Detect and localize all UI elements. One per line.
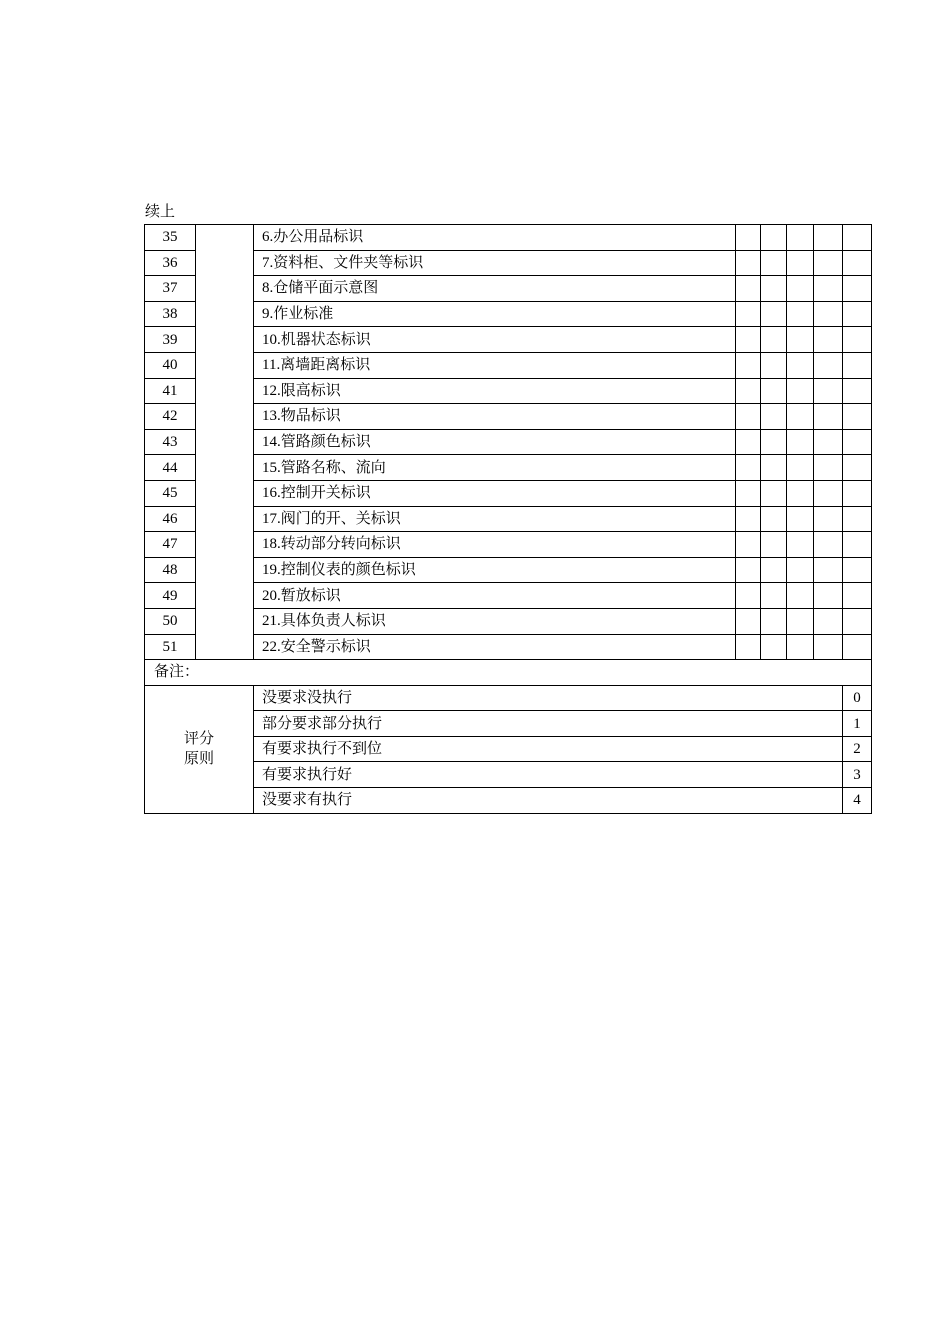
score-cell xyxy=(761,634,787,660)
row-number: 38 xyxy=(145,301,196,327)
score-cell xyxy=(761,225,787,251)
score-cell xyxy=(814,506,843,532)
score-cell xyxy=(787,480,814,506)
item-label: 7.资料柜、文件夹等标识 xyxy=(254,250,736,276)
table-row xyxy=(145,455,872,481)
item-label: 13.物品标识 xyxy=(254,404,736,430)
scoring-description: 部分要求部分执行 xyxy=(254,711,843,737)
score-cell xyxy=(787,608,814,634)
score-cell xyxy=(814,301,843,327)
score-cell xyxy=(761,583,787,609)
score-cell xyxy=(761,455,787,481)
table-row xyxy=(145,327,872,353)
item-label: 14.管路颜色标识 xyxy=(254,429,736,455)
scoring-value: 4 xyxy=(843,788,872,814)
table-row xyxy=(145,480,872,506)
row-number: 37 xyxy=(145,276,196,302)
footer-rows xyxy=(145,660,872,814)
table-row xyxy=(145,378,872,404)
scoring-description: 有要求执行不到位 xyxy=(254,736,843,762)
scoring-row xyxy=(145,736,872,762)
score-cell xyxy=(814,455,843,481)
table-row xyxy=(145,532,872,558)
scoring-value: 0 xyxy=(843,685,872,711)
inspection-table xyxy=(144,224,872,814)
score-cell xyxy=(761,378,787,404)
item-label: 17.阀门的开、关标识 xyxy=(254,506,736,532)
score-cell xyxy=(736,583,761,609)
table-row xyxy=(145,352,872,378)
scoring-value: 2 xyxy=(843,736,872,762)
table-row xyxy=(145,506,872,532)
score-cell xyxy=(814,557,843,583)
item-label: 22.安全警示标识 xyxy=(254,634,736,660)
table-row xyxy=(145,301,872,327)
score-cell xyxy=(787,429,814,455)
score-cell xyxy=(814,608,843,634)
score-cell xyxy=(814,634,843,660)
score-cell xyxy=(843,608,872,634)
scoring-value: 1 xyxy=(843,711,872,737)
item-label: 9.作业标准 xyxy=(254,301,736,327)
score-cell xyxy=(843,506,872,532)
item-label: 6.办公用品标识 xyxy=(254,225,736,251)
row-number: 42 xyxy=(145,404,196,430)
score-cell xyxy=(814,352,843,378)
score-cell xyxy=(736,327,761,353)
item-label: 16.控制开关标识 xyxy=(254,480,736,506)
score-cell xyxy=(843,480,872,506)
score-cell xyxy=(787,301,814,327)
score-cell xyxy=(761,327,787,353)
row-number: 51 xyxy=(145,634,196,660)
score-cell xyxy=(814,276,843,302)
item-label: 11.离墙距离标识 xyxy=(254,352,736,378)
score-cell xyxy=(787,352,814,378)
score-cell xyxy=(843,276,872,302)
scoring-description: 没要求有执行 xyxy=(254,788,843,814)
score-cell xyxy=(787,532,814,558)
score-cell xyxy=(814,378,843,404)
row-number: 43 xyxy=(145,429,196,455)
score-cell xyxy=(843,583,872,609)
score-cell xyxy=(736,532,761,558)
principle-line-2: 原则 xyxy=(183,751,214,768)
score-cell xyxy=(787,634,814,660)
row-number: 46 xyxy=(145,506,196,532)
score-cell xyxy=(736,404,761,430)
row-number: 48 xyxy=(145,557,196,583)
scoring-description: 有要求执行好 xyxy=(254,762,843,788)
score-cell xyxy=(736,276,761,302)
principle-line-1: 评分 xyxy=(183,731,214,748)
score-cell xyxy=(787,378,814,404)
score-cell xyxy=(843,327,872,353)
score-cell xyxy=(787,583,814,609)
score-cell xyxy=(761,429,787,455)
score-cell xyxy=(787,225,814,251)
score-cell xyxy=(736,608,761,634)
row-number: 39 xyxy=(145,327,196,353)
score-cell xyxy=(736,352,761,378)
item-label: 8.仓储平面示意图 xyxy=(254,276,736,302)
score-cell xyxy=(761,301,787,327)
score-cell xyxy=(787,455,814,481)
scoring-value: 3 xyxy=(843,762,872,788)
score-cell xyxy=(843,429,872,455)
score-cell xyxy=(843,557,872,583)
score-cell xyxy=(843,301,872,327)
note-label: 备注： xyxy=(145,660,872,686)
table-row xyxy=(145,225,872,251)
continuation-caption: 续上 xyxy=(145,204,176,220)
score-cell xyxy=(761,250,787,276)
score-cell xyxy=(787,404,814,430)
score-cell xyxy=(761,532,787,558)
table-row xyxy=(145,404,872,430)
score-cell xyxy=(787,327,814,353)
score-cell xyxy=(736,225,761,251)
score-cell xyxy=(814,429,843,455)
score-cell xyxy=(761,480,787,506)
scoring-row xyxy=(145,711,872,737)
score-cell xyxy=(787,506,814,532)
score-cell xyxy=(843,532,872,558)
score-cell xyxy=(761,506,787,532)
score-cell xyxy=(736,557,761,583)
score-cell xyxy=(736,506,761,532)
score-cell xyxy=(843,250,872,276)
score-cell xyxy=(736,480,761,506)
table-row xyxy=(145,608,872,634)
score-cell xyxy=(761,557,787,583)
score-cell xyxy=(787,557,814,583)
score-cell xyxy=(814,327,843,353)
item-label: 18.转动部分转向标识 xyxy=(254,532,736,558)
row-number: 41 xyxy=(145,378,196,404)
item-label: 19.控制仪表的颜色标识 xyxy=(254,557,736,583)
row-number: 50 xyxy=(145,608,196,634)
score-cell xyxy=(814,480,843,506)
table-row xyxy=(145,634,872,660)
table-row xyxy=(145,429,872,455)
score-cell xyxy=(814,404,843,430)
row-number: 44 xyxy=(145,455,196,481)
item-label: 12.限高标识 xyxy=(254,378,736,404)
score-cell xyxy=(761,608,787,634)
score-cell xyxy=(761,352,787,378)
note-row xyxy=(145,660,872,686)
score-cell xyxy=(761,404,787,430)
item-label: 10.机器状态标识 xyxy=(254,327,736,353)
score-cell xyxy=(814,225,843,251)
item-label: 15.管路名称、流向 xyxy=(254,455,736,481)
score-cell xyxy=(843,352,872,378)
score-cell xyxy=(736,455,761,481)
score-cell xyxy=(761,276,787,302)
table-row xyxy=(145,250,872,276)
score-cell xyxy=(787,250,814,276)
score-cell xyxy=(843,225,872,251)
item-rows xyxy=(145,225,872,660)
scoring-principle-label xyxy=(145,685,254,813)
row-number: 40 xyxy=(145,352,196,378)
score-cell xyxy=(814,532,843,558)
table-row xyxy=(145,557,872,583)
score-cell xyxy=(787,276,814,302)
score-cell xyxy=(736,634,761,660)
score-cell xyxy=(843,634,872,660)
table-row xyxy=(145,276,872,302)
category-cell xyxy=(196,225,254,660)
row-number: 49 xyxy=(145,583,196,609)
scoring-description: 没要求没执行 xyxy=(254,685,843,711)
scoring-row xyxy=(145,685,872,711)
score-cell xyxy=(814,250,843,276)
score-cell xyxy=(736,301,761,327)
item-label: 21.具体负责人标识 xyxy=(254,608,736,634)
item-label: 20.暂放标识 xyxy=(254,583,736,609)
scoring-row xyxy=(145,788,872,814)
row-number: 47 xyxy=(145,532,196,558)
score-cell xyxy=(736,250,761,276)
score-cell xyxy=(843,378,872,404)
row-number: 45 xyxy=(145,480,196,506)
score-cell xyxy=(736,429,761,455)
row-number: 36 xyxy=(145,250,196,276)
score-cell xyxy=(736,378,761,404)
score-cell xyxy=(843,455,872,481)
score-cell xyxy=(814,583,843,609)
row-number: 35 xyxy=(145,225,196,251)
scoring-row xyxy=(145,762,872,788)
score-cell xyxy=(843,404,872,430)
table-row xyxy=(145,583,872,609)
